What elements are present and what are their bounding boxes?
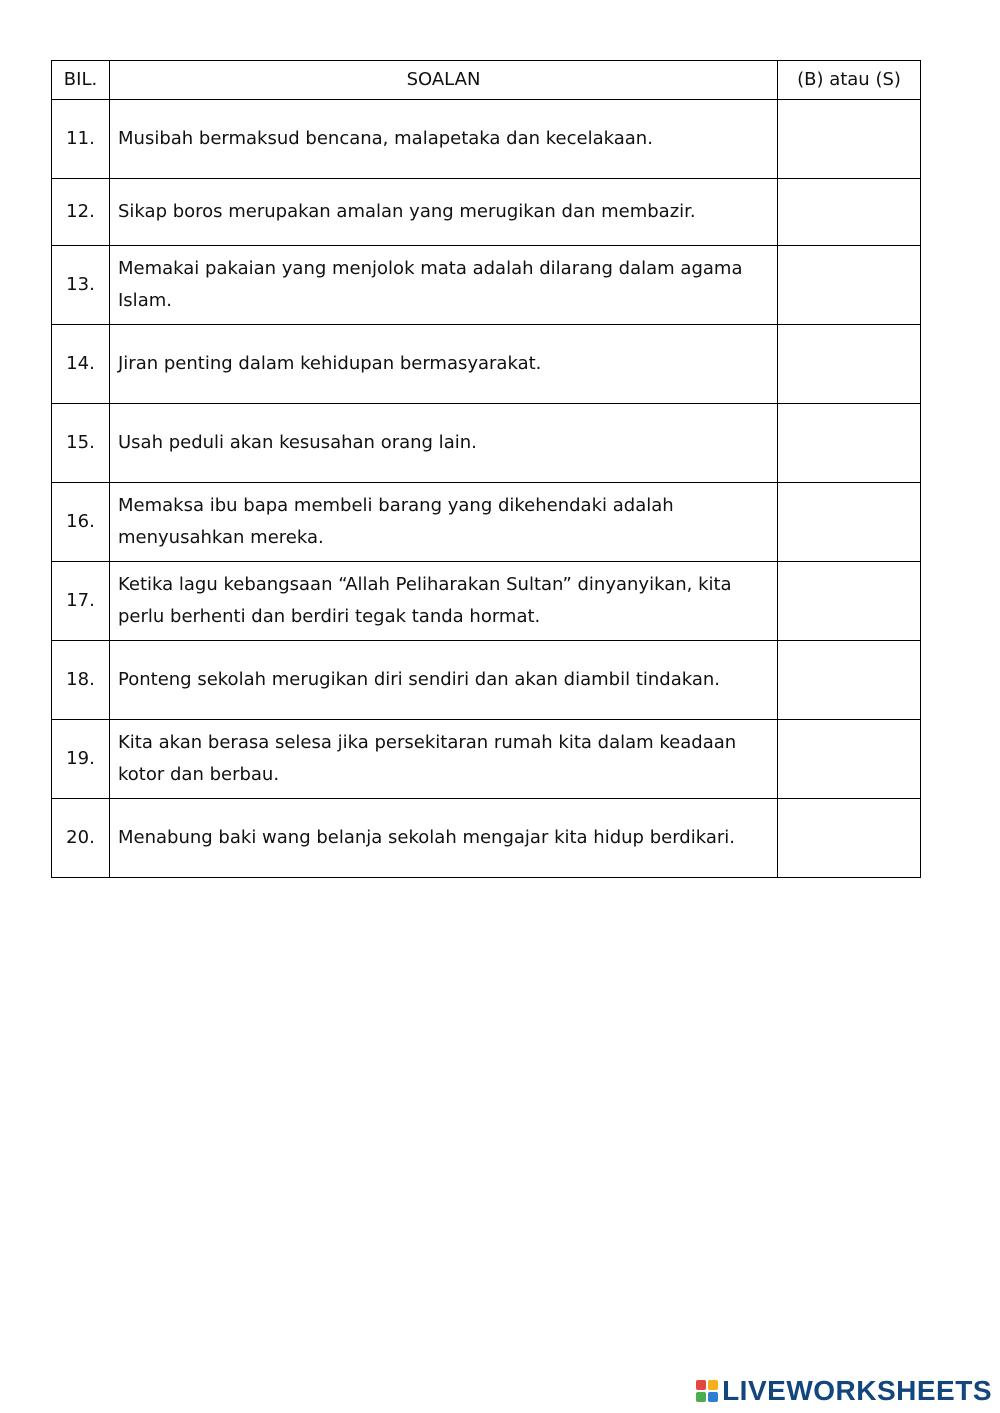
question-text: Memakai pakaian yang menjolok mata adalah dilarang dalam agama Islam. (110, 246, 778, 325)
table-row (52, 325, 921, 404)
question-text: Musibah bermaksud bencana, malapetaka dan kecelakaan. (110, 100, 778, 179)
question-text: Memaksa ibu bapa membeli barang yang dikehendaki adalah menyusahkan mereka. (110, 483, 778, 562)
question-number: 11. (52, 100, 110, 179)
question-number: 17. (52, 562, 110, 641)
question-text: Kita akan berasa selesa jika persekitaran rumah kita dalam keadaan kotor dan berbau. (110, 720, 778, 799)
table-row (52, 246, 921, 325)
liveworksheets-logo-icon (696, 1380, 718, 1402)
question-text: Ketika lagu kebangsaan “Allah Peliharakan Sultan” dinyanyikan, kita perlu berhenti dan berdiri tegak tanda hormat. (110, 562, 778, 641)
table-row (52, 799, 921, 878)
question-text: Jiran penting dalam kehidupan bermasyarakat. (110, 325, 778, 404)
answer-cell[interactable] (778, 404, 921, 483)
question-number: 15. (52, 404, 110, 483)
question-text: Sikap boros merupakan amalan yang merugikan dan membazir. (110, 179, 778, 246)
liveworksheets-brand (696, 1375, 992, 1407)
quiz-table (51, 60, 921, 878)
question-number: 13. (52, 246, 110, 325)
answer-cell[interactable] (778, 179, 921, 246)
answer-cell[interactable] (778, 246, 921, 325)
table-row (52, 404, 921, 483)
question-text: Usah peduli akan kesusahan orang lain. (110, 404, 778, 483)
question-number: 19. (52, 720, 110, 799)
header-question: SOALAN (110, 61, 778, 100)
table-row (52, 179, 921, 246)
table-row (52, 720, 921, 799)
answer-cell[interactable] (778, 100, 921, 179)
table-row (52, 100, 921, 179)
answer-cell[interactable] (778, 641, 921, 720)
table-row (52, 562, 921, 641)
table-row (52, 641, 921, 720)
answer-cell[interactable] (778, 720, 921, 799)
brand-name: LIVEWORKSHEETS (722, 1375, 992, 1406)
header-number: BIL. (52, 61, 110, 100)
header-answer: (B) atau (S) (778, 61, 921, 100)
question-text: Menabung baki wang belanja sekolah mengajar kita hidup berdikari. (110, 799, 778, 878)
table-header-row (52, 61, 921, 100)
table-row (52, 483, 921, 562)
answer-cell[interactable] (778, 325, 921, 404)
question-number: 18. (52, 641, 110, 720)
question-number: 20. (52, 799, 110, 878)
answer-cell[interactable] (778, 483, 921, 562)
question-number: 14. (52, 325, 110, 404)
question-number: 12. (52, 179, 110, 246)
question-number: 16. (52, 483, 110, 562)
question-text: Ponteng sekolah merugikan diri sendiri dan akan diambil tindakan. (110, 641, 778, 720)
answer-cell[interactable] (778, 562, 921, 641)
answer-cell[interactable] (778, 799, 921, 878)
